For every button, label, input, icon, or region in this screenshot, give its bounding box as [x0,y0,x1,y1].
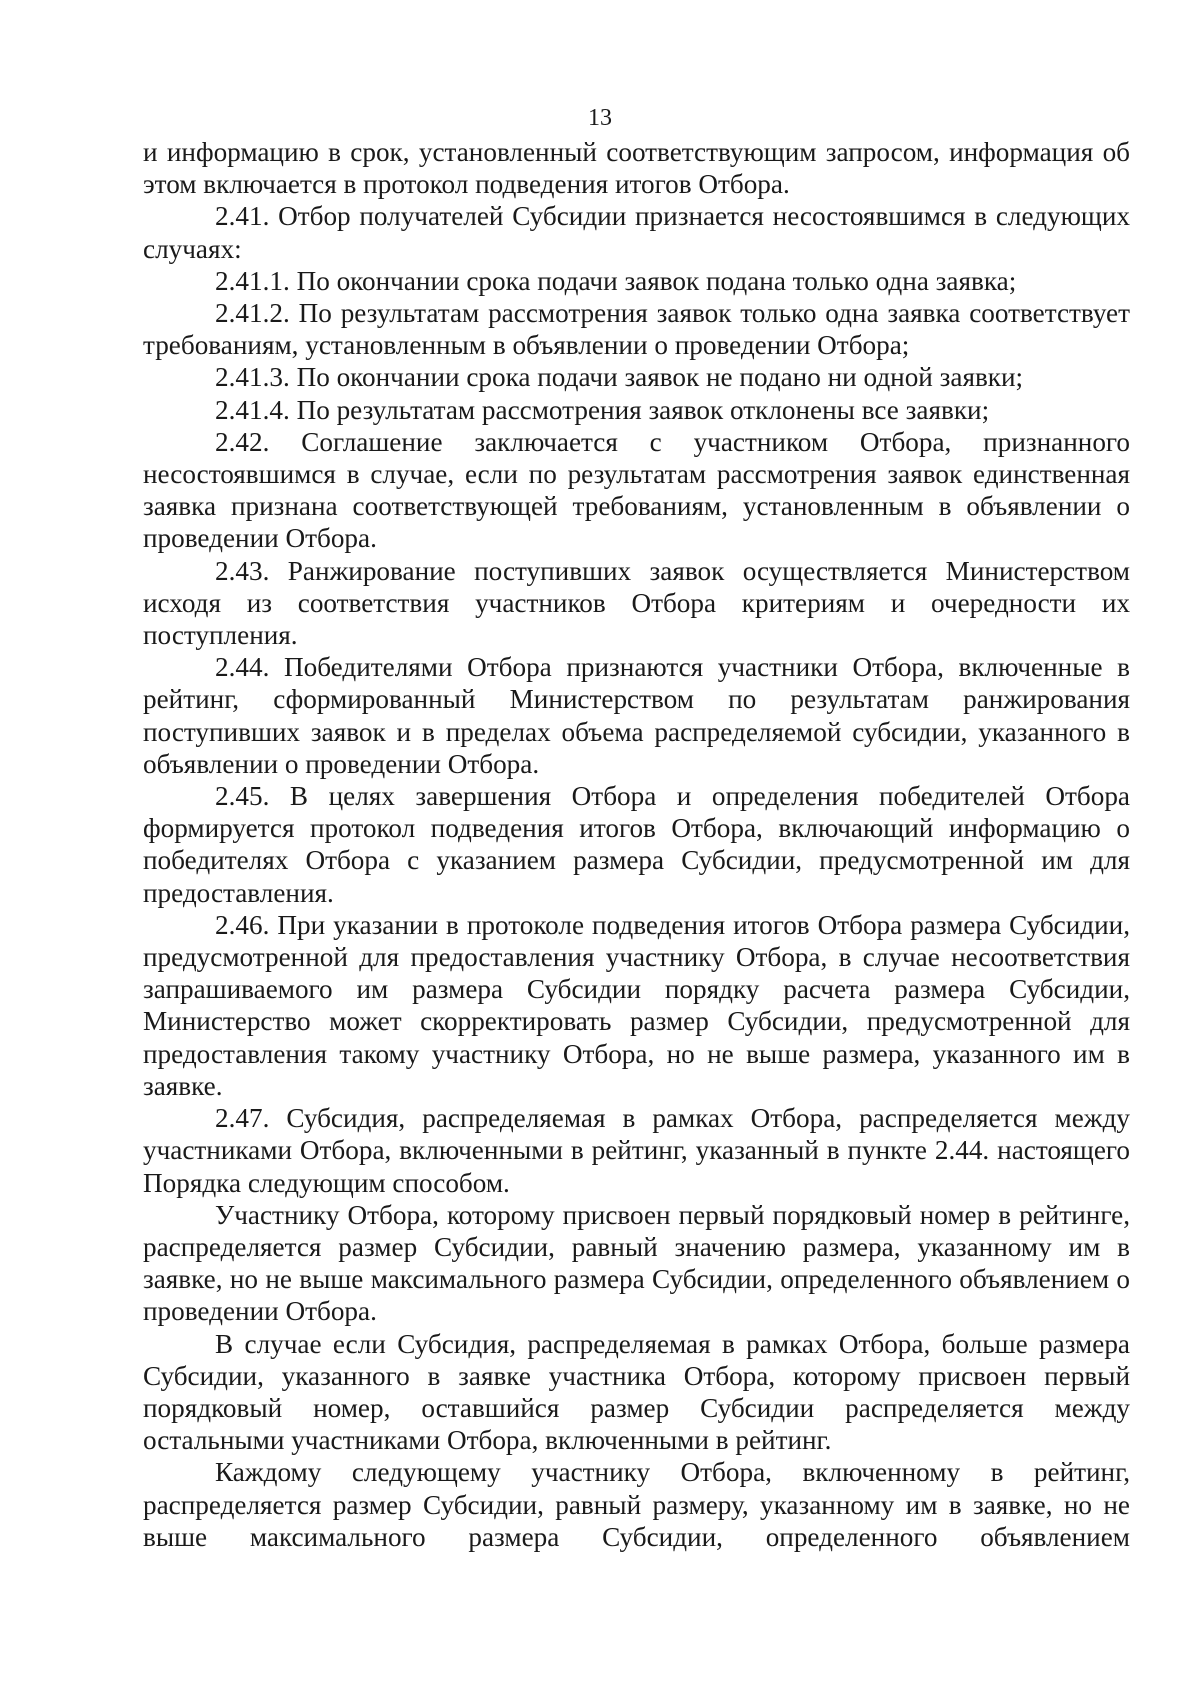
paragraph-remaining-distribution: В случае если Субсидия, распределяемая в рамках Отбора, больше размера Субсидии, указанного в заявке участника Отбора, которому присвоен первый порядковый номер, оставшийся размер Субсидии распределяется между остальными участниками Отбора, включенными в рейтинг. [143,1328,1130,1456]
paragraph-2-41: 2.41. Отбор получателей Субсидии признается несостоявшимся в следующих случаях: [143,201,1130,264]
paragraph-each-next-participant: Каждому следующему участнику Отбора, включенному в рейтинг, распределяется размер Субсидии, равный размеру, указанному им в заявке, но не выше максимального размера Субсидии, определенного объявлением [143,1457,1130,1552]
paragraph-2-44: 2.44. Победителями Отбора признаются участники Отбора, включенные в рейтинг, сформированный Министерством по результатам ранжирования поступивших заявок и в пределах объема распределяемой субсидии, указанного в объявлении о проведении Отбора. [143,652,1130,779]
paragraph-continuation: и информацию в срок, установленный соответствующим запросом, информация об этом включается в протокол подведения итогов Отбора. [143,137,1130,200]
paragraph-2-41-2: 2.41.2. По результатам рассмотрения заявок только одна заявка соответствует требованиям, установленным в объявлении о проведении Отбора; [143,298,1130,361]
paragraph-2-42: 2.42. Соглашение заключается с участником Отбора, признанного несостоявшимся в случае, если по результатам рассмотрения заявок единственная заявка признана соответствующей требованиям, установленным в объявлении о проведении Отбора. [143,426,1130,554]
paragraph-2-41-1: 2.41.1. По окончании срока подачи заявок подана только одна заявка; [215,265,1017,296]
paragraph-2-41-4: 2.41.4. По результатам рассмотрения заявок отклонены все заявки; [215,394,990,425]
paragraph-2-43: 2.43. Ранжирование поступивших заявок осуществляется Министерством исходя из соответствия участников Отбора критериям и очередности их поступления. [143,555,1130,651]
page-number: 13 [588,105,612,131]
paragraph-2-41-3: 2.41.3. По окончании срока подачи заявок не подано ни одной заявки; [215,362,1024,393]
paragraph-2-46: 2.46. При указании в протоколе подведения итогов Отбора размера Субсидии, предусмотренной для предоставления участнику Отбора, в случае несоответствия запрашиваемого им размера Субсидии порядку расчета размера Субсидии, Министерство может скорректировать размер Субсидии, предусмотренной для предоставления такому участнику Отбора, но не выше размера, указанного им в заявке. [143,909,1130,1101]
document-body [143,136,1130,1553]
paragraph-2-47: 2.47. Субсидия, распределяемая в рамках Отбора, распределяется между участниками Отбора, включенными в рейтинг, указанный в пункте 2.44. настоящего Порядка следующим способом. [143,1103,1130,1198]
paragraph-first-participant: Участнику Отбора, которому присвоен первый порядковый номер в рейтинге, распределяется размер Субсидии, равный значению размера, указанному им в заявке, но не выше максимального размера Субсидии, определенного объявлением о проведении Отбора. [143,1199,1130,1327]
paragraph-2-45: 2.45. В целях завершения Отбора и определения победителей Отбора формируется протокол подведения итогов Отбора, включающий информацию о победителях Отбора с указанием размера Субсидии, предусмотренной им для предоставления. [143,781,1130,908]
